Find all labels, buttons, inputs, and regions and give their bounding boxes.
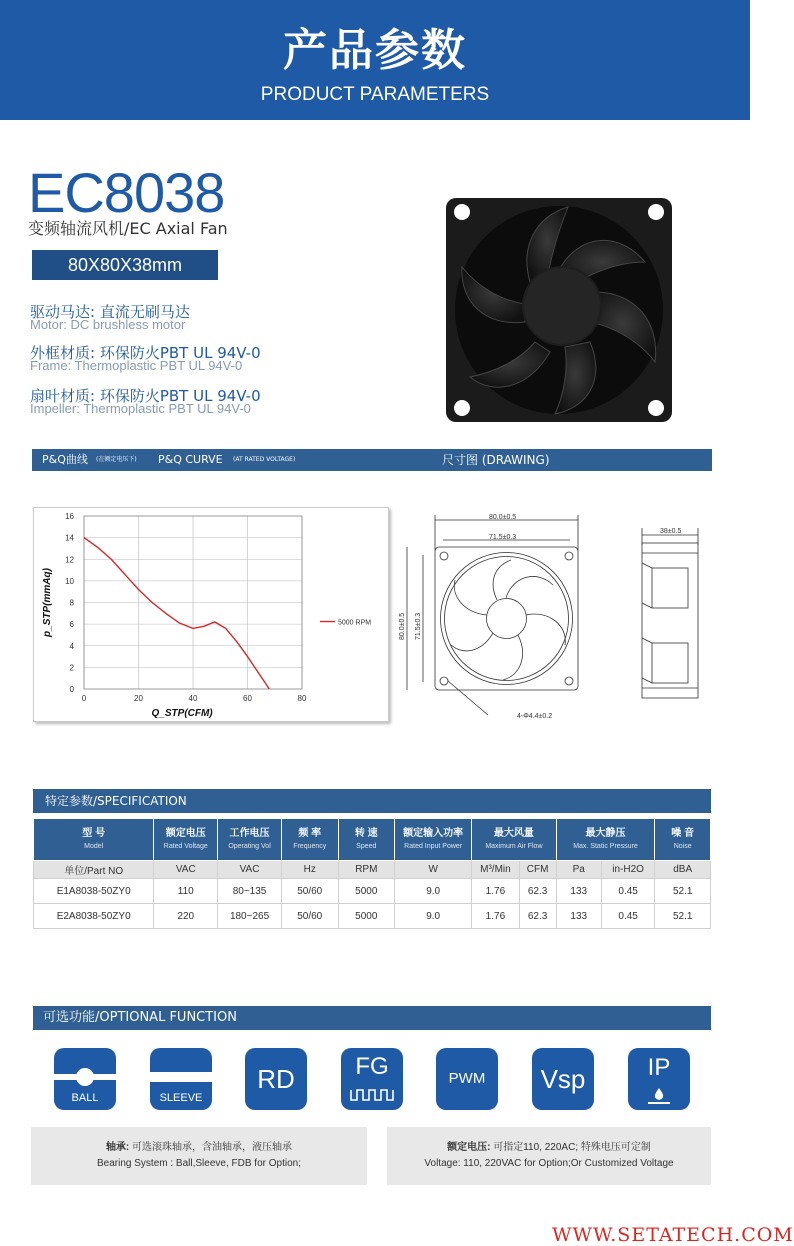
table-units-row xyxy=(34,861,711,879)
header-model: 型 号 Model xyxy=(34,819,154,861)
table-row xyxy=(34,904,711,929)
front-view-drawing xyxy=(393,505,603,720)
bearing-note-cn-bold: 轴承: xyxy=(105,1142,130,1153)
unit-cell: dBA xyxy=(655,861,711,879)
header-rated-voltage: 额定电压 Rated Voltage xyxy=(154,819,218,861)
table-cell: 80~135 xyxy=(218,879,282,904)
header-input-power: 额定输入功率 Rated Input Power xyxy=(395,819,472,861)
ip-icon xyxy=(628,1048,690,1110)
pwm-label: PWM xyxy=(448,1070,486,1087)
hole-spec-label: 4-Φ4.4±0.2 xyxy=(517,713,553,720)
table-cell: 9.0 xyxy=(395,904,472,929)
table-cell: 180~265 xyxy=(218,904,282,929)
bearing-note xyxy=(31,1127,367,1185)
table-cell: 62.3 xyxy=(519,904,556,929)
rd-label: RD xyxy=(257,1064,295,1094)
table-cell: E1A8038-50ZY0 xyxy=(34,879,154,904)
front-height-label: 80.0±0.5 xyxy=(399,612,406,640)
voltage-note-cn-bold: 额定电压: xyxy=(447,1142,491,1153)
table-cell: 50/60 xyxy=(281,904,338,929)
y-tick-label: 16 xyxy=(65,512,74,521)
table-cell: 52.1 xyxy=(655,904,711,929)
pq-chart xyxy=(34,508,390,723)
ball-bearing-label: BALL xyxy=(71,1092,99,1104)
table-cell: 5000 xyxy=(338,904,395,929)
pq-title-cn: P&Q曲线 xyxy=(42,453,88,466)
fg-label: FG xyxy=(355,1053,389,1080)
pwm-icon xyxy=(436,1048,498,1110)
pq-title-en-small: (AT RATED VOLTAGE) xyxy=(233,456,296,463)
optional-function-title: 可选功能/OPTIONAL FUNCTION xyxy=(43,1010,237,1025)
page-header xyxy=(0,0,750,120)
y-tick-label: 14 xyxy=(65,533,74,543)
pulse-wave-icon xyxy=(341,1086,403,1104)
ip-label: IP xyxy=(647,1054,671,1081)
table-cell: 133 xyxy=(556,904,601,929)
x-tick-label: 60 xyxy=(243,694,252,703)
vsp-icon xyxy=(532,1048,594,1110)
motor-spec-en: Motor: DC brushless motor xyxy=(30,317,186,332)
front-width-label: 80.0±0.5 xyxy=(489,514,517,521)
bearing-note-cn: 可选滚珠轴承，含油轴承，液压轴承 xyxy=(129,1142,293,1153)
rd-icon xyxy=(245,1048,307,1110)
ball-bearing-icon xyxy=(54,1048,116,1110)
table-cell: 220 xyxy=(154,904,218,929)
page-title-cn: 产品参数 xyxy=(283,25,467,76)
y-tick-label: 8 xyxy=(69,598,74,608)
y-axis-label: p_STP(mmAq) xyxy=(42,568,53,637)
fg-icon xyxy=(341,1048,403,1110)
y-tick-label: 10 xyxy=(65,576,74,586)
table-cell: 1.76 xyxy=(472,904,519,929)
product-subtitle: 变频轴流风机/EC Axial Fan xyxy=(28,219,228,238)
table-cell: 52.1 xyxy=(655,879,711,904)
unit-cell: 单位/Part NO xyxy=(34,861,154,879)
table-cell: 50/60 xyxy=(281,879,338,904)
y-tick-label: 6 xyxy=(69,620,74,630)
table-cell: 0.45 xyxy=(601,904,655,929)
specification-bar xyxy=(33,789,711,813)
size-badge: 80X80X38mm xyxy=(32,250,218,280)
website-link[interactable]: WWW.SETATECH.COM xyxy=(552,1224,794,1246)
unit-cell: VAC xyxy=(218,861,282,879)
y-tick-label: 0 xyxy=(69,685,74,694)
side-depth-label: 38±0.5 xyxy=(660,528,682,535)
y-tick-label: 12 xyxy=(65,555,74,565)
fan-photo xyxy=(440,192,678,428)
unit-cell: RPM xyxy=(338,861,395,879)
front-hole-span-label: 71.5±0.3 xyxy=(489,534,517,541)
optional-function-bar xyxy=(33,1006,711,1030)
bearing-note-en: Bearing System : Ball,Sleeve, FDB for Option; xyxy=(97,1158,301,1169)
impeller-spec-cn: 扇叶材质: 环保防火PBT UL 94V-0 xyxy=(30,387,261,405)
header-noise: 噪 音 Noise xyxy=(655,819,711,861)
unit-cell: W xyxy=(395,861,472,879)
y-tick-label: 2 xyxy=(69,663,74,673)
table-row xyxy=(34,879,711,904)
series-line xyxy=(84,538,269,689)
voltage-note xyxy=(387,1127,711,1185)
voltage-note-cn: 可指定110, 220AC; 特殊电压可定制 xyxy=(490,1142,651,1153)
frame-spec-cn: 外框材质: 环保防火PBT UL 94V-0 xyxy=(30,344,261,362)
header-air-flow: 最大风量 Maximum Air Flow xyxy=(472,819,556,861)
table-cell: 110 xyxy=(154,879,218,904)
frame-spec-en: Frame: Thermoplastic PBT UL 94V-0 xyxy=(30,358,243,373)
x-tick-label: 80 xyxy=(297,694,307,703)
x-tick-label: 40 xyxy=(188,694,198,703)
unit-cell: Pa xyxy=(556,861,601,879)
header-speed: 转 速 Speed xyxy=(338,819,395,861)
unit-cell: CFM xyxy=(519,861,556,879)
drawing-title: 尺寸图 (DRAWING) xyxy=(442,453,550,467)
header-frequency: 频 率 Frequency xyxy=(281,819,338,861)
motor-spec-cn: 驱动马达: 直流无刷马达 xyxy=(30,303,190,321)
impeller-spec-en: Impeller: Thermoplastic PBT UL 94V-0 xyxy=(30,401,251,416)
header-operating-voltage: 工作电压 Operating Vol xyxy=(218,819,282,861)
pq-chart-frame xyxy=(33,507,389,722)
front-hole-height-label: 71.5±0.3 xyxy=(415,612,422,640)
model-name: EC8038 xyxy=(28,161,225,224)
vsp-label: Vsp xyxy=(540,1064,586,1094)
table-cell: 133 xyxy=(556,879,601,904)
water-drop-icon xyxy=(628,1086,690,1106)
page-title-en: PRODUCT PARAMETERS xyxy=(260,84,490,105)
side-view-drawing xyxy=(640,523,700,703)
pq-curve-bar xyxy=(32,449,712,471)
table-cell: 62.3 xyxy=(519,879,556,904)
table-header-row xyxy=(34,819,711,861)
table-cell: 0.45 xyxy=(601,879,655,904)
voltage-note-en: Voltage: 110, 220VAC for Option;Or Customized Voltage xyxy=(424,1158,674,1169)
legend-label: 5000 RPM xyxy=(338,619,372,627)
specification-title: 特定参数/SPECIFICATION xyxy=(45,794,187,808)
sleeve-bearing-icon xyxy=(150,1048,212,1110)
x-tick-label: 0 xyxy=(81,694,87,703)
x-axis-label: Q_STP(CFM) xyxy=(151,708,213,719)
unit-cell: VAC xyxy=(154,861,218,879)
header-static-pressure: 最大静压 Max. Static Pressure xyxy=(556,819,655,861)
table-cell: 9.0 xyxy=(395,879,472,904)
pq-title-cn-small: (在额定电压下) xyxy=(96,456,137,463)
table-cell: E2A8038-50ZY0 xyxy=(34,904,154,929)
unit-cell: in-H2O xyxy=(601,861,655,879)
specification-table xyxy=(33,818,711,929)
table-cell: 5000 xyxy=(338,879,395,904)
sleeve-bearing-label: SLEEVE xyxy=(159,1092,203,1104)
y-tick-label: 4 xyxy=(69,641,74,651)
unit-cell: Hz xyxy=(281,861,338,879)
unit-cell: M³/Min xyxy=(472,861,519,879)
pq-title-en: P&Q CURVE xyxy=(158,453,223,466)
table-cell: 1.76 xyxy=(472,879,519,904)
x-tick-label: 20 xyxy=(134,694,143,703)
